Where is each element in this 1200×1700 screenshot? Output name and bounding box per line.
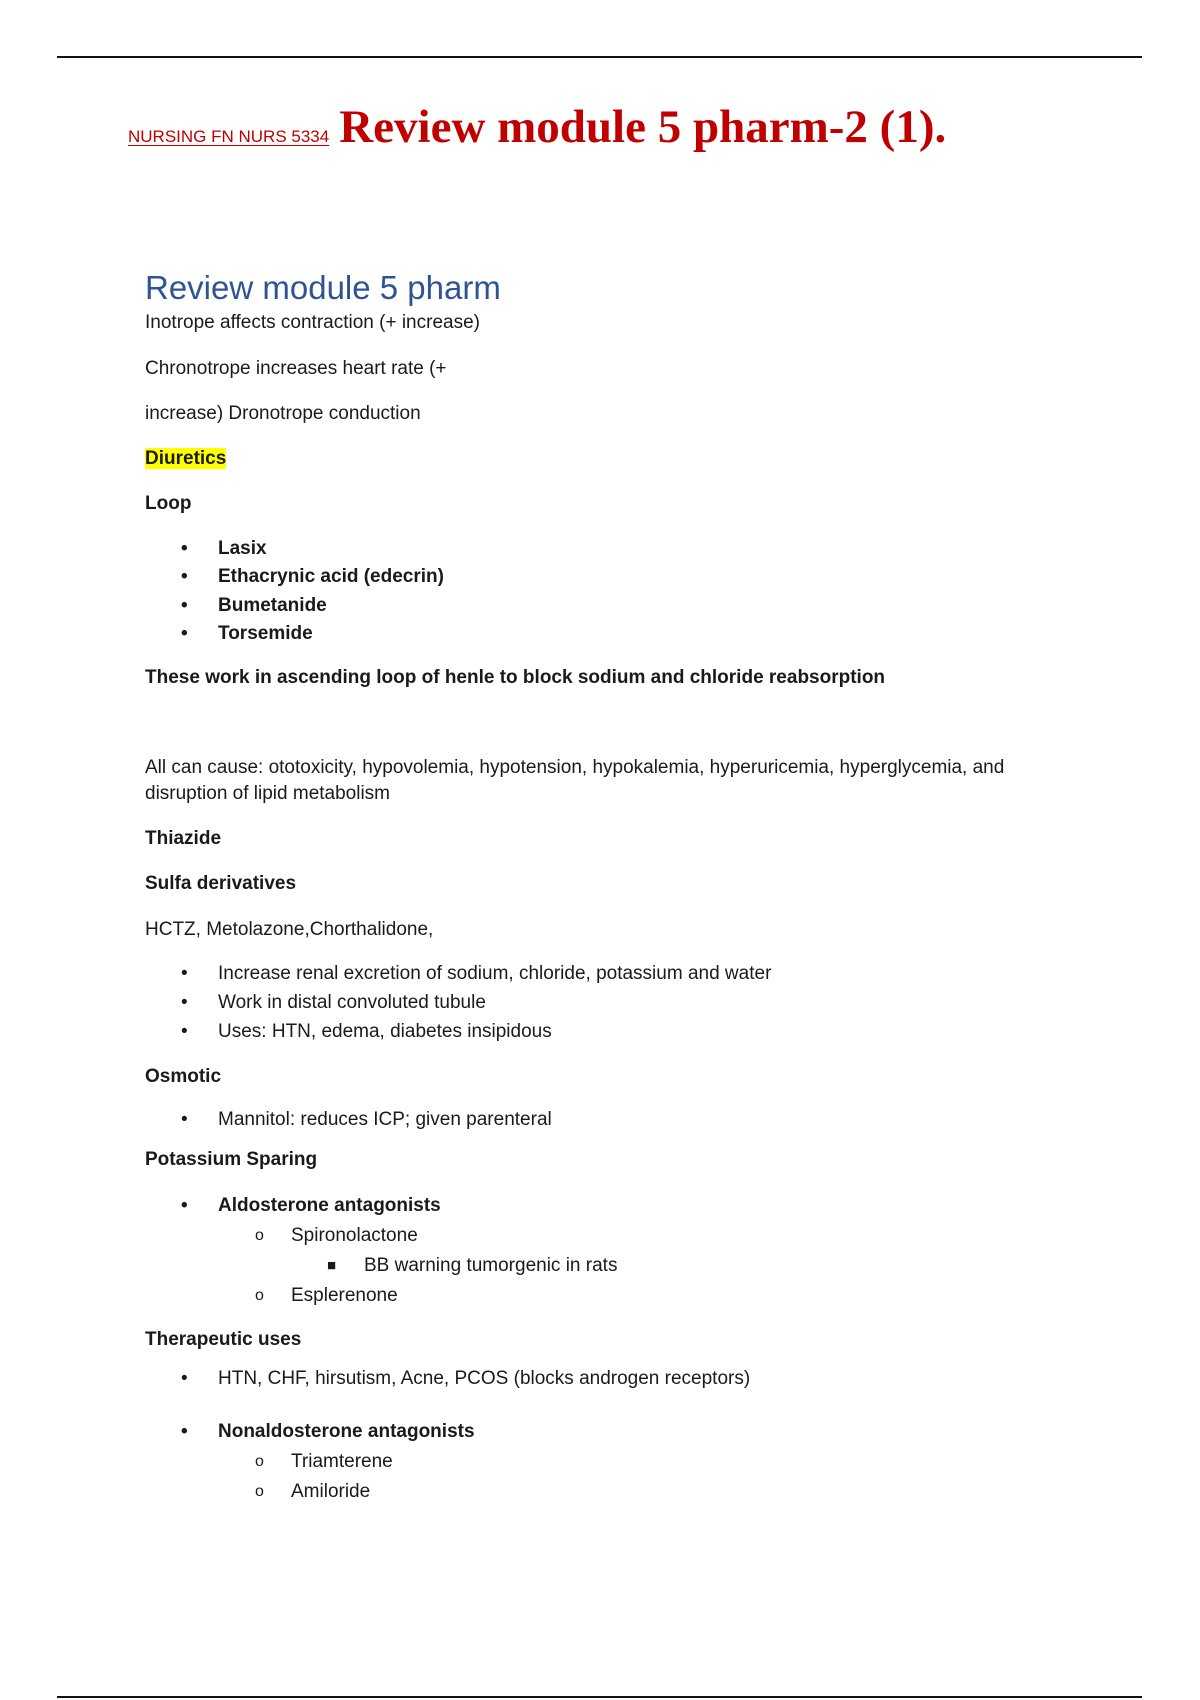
drug-name: Spironolactone bbox=[291, 1225, 418, 1246]
uses-list bbox=[145, 1366, 1095, 1392]
course-link[interactable]: NURSING FN NURS 5334 bbox=[128, 127, 330, 146]
bottom-rule bbox=[57, 1696, 1142, 1698]
list-item: o Amiloride bbox=[145, 1479, 1095, 1505]
list-item: • Mannitol: reduces ICP; given parenteral bbox=[145, 1107, 1095, 1133]
loop-list bbox=[145, 536, 1095, 647]
thiazide-list bbox=[145, 961, 1095, 1045]
list-item: • Work in distal convoluted tubule bbox=[145, 990, 1095, 1016]
document-body bbox=[145, 268, 1095, 1505]
osmotic-list bbox=[145, 1107, 1095, 1133]
list-item bbox=[145, 1223, 1095, 1279]
list-item: • HTN, CHF, hirsutism, Acne, PCOS (blocks androgen receptors) bbox=[145, 1366, 1095, 1392]
list-item: ■ BB warning tumorgenic in rats bbox=[145, 1253, 1095, 1279]
diuretics-label: Diuretics bbox=[145, 448, 227, 469]
list-item bbox=[145, 1193, 1095, 1309]
nonaldosterone-label: Nonaldosterone antagonists bbox=[218, 1421, 475, 1442]
osmotic-title: Osmotic bbox=[145, 1066, 222, 1087]
document-title: Review module 5 pharm-2 (1). bbox=[339, 101, 947, 153]
list-item: • Bumetanide bbox=[145, 593, 1095, 619]
nonaldosterone-list bbox=[145, 1419, 1095, 1505]
list-item bbox=[145, 1419, 1095, 1505]
loop-title: Loop bbox=[145, 493, 192, 514]
intro-line-3: increase) Dronotrope conduction bbox=[145, 403, 421, 424]
loop-effects: All can cause: ototoxicity, hypovolemia, hypotension, hypokalemia, hyperuricemia, hyperglycemia, and disruption of lipid metabolism bbox=[145, 757, 1005, 804]
list-item: o Esplerenone bbox=[145, 1283, 1095, 1309]
list-item: • Increase renal excretion of sodium, chloride, potassium and water bbox=[145, 961, 1095, 987]
list-item: • Torsemide bbox=[145, 621, 1095, 647]
document-header bbox=[128, 100, 946, 154]
top-rule bbox=[57, 56, 1142, 58]
thiazide-title: Thiazide bbox=[145, 828, 222, 849]
intro-line-1: Inotrope affects contraction (+ increase) bbox=[145, 312, 480, 333]
potassium-sparing-title: Potassium Sparing bbox=[145, 1149, 318, 1170]
loop-mechanism: These work in ascending loop of henle to block sodium and chloride reabsorption bbox=[145, 667, 886, 688]
list-item: • Lasix bbox=[145, 536, 1095, 562]
thiazide-subtitle: Sulfa derivatives bbox=[145, 873, 297, 894]
thiazide-drugs: HCTZ, Metolazone,Chorthalidone, bbox=[145, 919, 434, 940]
section-heading: Review module 5 pharm bbox=[145, 269, 501, 306]
intro-line-2: Chronotrope increases heart rate (+ bbox=[145, 358, 447, 379]
therapeutic-uses-title: Therapeutic uses bbox=[145, 1329, 302, 1350]
aldosterone-list bbox=[145, 1193, 1095, 1309]
aldosterone-label: Aldosterone antagonists bbox=[218, 1195, 441, 1216]
list-item: o Triamterene bbox=[145, 1449, 1095, 1475]
list-item: • Ethacrynic acid (edecrin) bbox=[145, 564, 1095, 590]
list-item: • Uses: HTN, edema, diabetes insipidous bbox=[145, 1019, 1095, 1045]
